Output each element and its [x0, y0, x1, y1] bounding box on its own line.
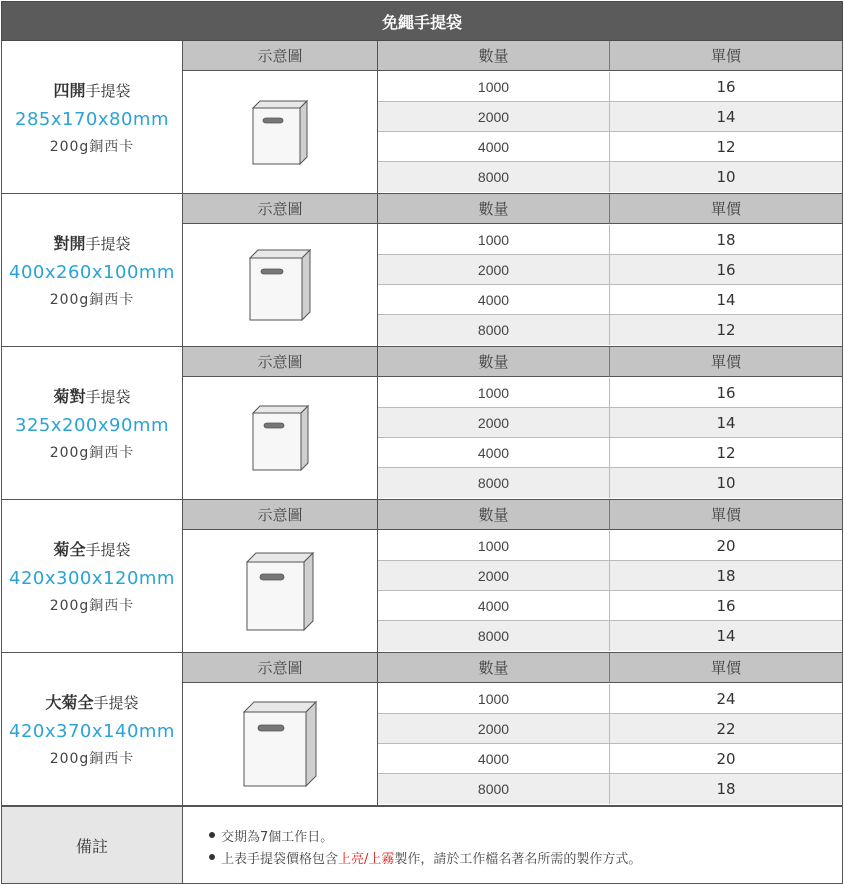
quantity-cell: 2000 [378, 408, 610, 437]
paper-bag-icon [247, 247, 313, 323]
table-row [378, 684, 842, 714]
product-block [1, 41, 843, 194]
note-text: 製作，請於工作檔名著名所需的製作方式。 [394, 851, 642, 867]
price-cell: 10 [716, 474, 736, 492]
note-text: 交期為7個工作日。 [221, 829, 334, 845]
header-image: 示意圖 [183, 194, 378, 224]
header-image: 示意圖 [183, 347, 378, 377]
header-price: 單價 [610, 500, 842, 530]
table-row [378, 225, 842, 255]
header-price: 單價 [610, 653, 842, 683]
table-row [378, 468, 842, 498]
product-name: 菊對手提袋 [53, 387, 131, 406]
paper-type: 200g銅西卡 [49, 292, 135, 308]
product-size: 285x170x80mm [15, 109, 169, 130]
table-row [378, 255, 842, 285]
quantity-cell: 1000 [378, 531, 610, 560]
quantity-cell: 8000 [378, 468, 610, 498]
quantity-cell: 1000 [378, 72, 610, 101]
table-row [378, 162, 842, 192]
header-quantity: 數量 [378, 500, 610, 530]
header-quantity: 數量 [378, 41, 610, 71]
quantity-cell: 2000 [378, 102, 610, 131]
notes-section [1, 806, 843, 884]
product-info [2, 653, 183, 805]
quantity-cell: 1000 [378, 378, 610, 407]
product-block [1, 194, 843, 347]
header-quantity: 數量 [378, 347, 610, 377]
product-size: 400x260x100mm [9, 262, 175, 283]
price-cell: 16 [716, 260, 736, 279]
quantity-cell: 8000 [378, 621, 610, 651]
price-cell: 10 [716, 168, 736, 186]
note-item [209, 824, 842, 846]
price-cell: 18 [716, 566, 736, 585]
paper-type: 200g銅西卡 [49, 445, 135, 461]
table-row [378, 285, 842, 315]
product-info [2, 500, 183, 652]
header-image: 示意圖 [183, 500, 378, 530]
price-cell: 14 [716, 627, 736, 645]
table-row [378, 591, 842, 621]
paper-type: 200g銅西卡 [49, 751, 135, 767]
quantity-cell: 4000 [378, 132, 610, 161]
bullet-icon [209, 832, 215, 838]
price-cell: 20 [716, 749, 736, 768]
price-cell: 18 [716, 230, 736, 249]
product-info [2, 347, 183, 499]
price-cell: 12 [716, 443, 736, 462]
product-size: 420x300x120mm [9, 568, 175, 589]
bag-illustration [183, 377, 378, 499]
product-name: 四開手提袋 [53, 81, 131, 100]
bag-illustration [183, 224, 378, 346]
quantity-cell: 2000 [378, 255, 610, 284]
paper-bag-icon [250, 98, 310, 167]
table-row [378, 774, 842, 804]
notes-label: 備註 [2, 807, 183, 883]
price-cell: 14 [716, 290, 736, 309]
table-row [378, 561, 842, 591]
bag-illustration [183, 530, 378, 652]
quantity-cell: 8000 [378, 315, 610, 345]
paper-bag-icon [241, 699, 319, 789]
bag-illustration [183, 683, 378, 805]
table-row [378, 132, 842, 162]
table-title: 免繩手提袋 [1, 1, 843, 41]
price-cell: 24 [716, 689, 736, 708]
product-info [2, 41, 183, 193]
price-cell: 16 [716, 383, 736, 402]
notes-body [183, 807, 842, 883]
table-row [378, 531, 842, 561]
price-cell: 12 [716, 321, 736, 339]
paper-bag-icon [244, 550, 316, 633]
price-cell: 16 [716, 77, 736, 96]
quantity-cell: 4000 [378, 285, 610, 314]
product-size: 420x370x140mm [9, 721, 175, 742]
price-cell: 22 [716, 719, 736, 738]
header-quantity: 數量 [378, 653, 610, 683]
table-row [378, 438, 842, 468]
header-price: 單價 [610, 194, 842, 224]
product-block [1, 347, 843, 500]
quantity-cell: 4000 [378, 744, 610, 773]
quantity-cell: 2000 [378, 561, 610, 590]
price-cell: 16 [716, 596, 736, 615]
note-highlight: 上亮/上霧 [338, 851, 395, 867]
table-row [378, 102, 842, 132]
product-info [2, 194, 183, 346]
table-row [378, 714, 842, 744]
table-row [378, 315, 842, 345]
product-name: 菊全手提袋 [53, 540, 131, 559]
bullet-icon [209, 854, 215, 860]
price-cell: 18 [716, 780, 736, 798]
table-row [378, 408, 842, 438]
product-block [1, 653, 843, 806]
quantity-cell: 4000 [378, 591, 610, 620]
table-row [378, 744, 842, 774]
header-price: 單價 [610, 347, 842, 377]
price-cell: 20 [716, 536, 736, 555]
price-cell: 12 [716, 137, 736, 156]
price-cell: 14 [716, 413, 736, 432]
header-image: 示意圖 [183, 653, 378, 683]
table-row [378, 621, 842, 651]
quantity-cell: 2000 [378, 714, 610, 743]
quantity-cell: 8000 [378, 774, 610, 804]
paper-type: 200g銅西卡 [49, 598, 135, 614]
product-name: 大菊全手提袋 [45, 693, 139, 712]
table-row [378, 378, 842, 408]
paper-type: 200g銅西卡 [49, 139, 135, 155]
paper-bag-icon [250, 403, 311, 473]
header-image: 示意圖 [183, 41, 378, 71]
header-price: 單價 [610, 41, 842, 71]
quantity-cell: 8000 [378, 162, 610, 192]
quantity-cell: 1000 [378, 684, 610, 713]
product-size: 325x200x90mm [15, 415, 169, 436]
note-text: 上表手提袋價格包含 [221, 851, 339, 867]
quantity-cell: 4000 [378, 438, 610, 467]
table-row [378, 72, 842, 102]
price-cell: 14 [716, 107, 736, 126]
quantity-cell: 1000 [378, 225, 610, 254]
product-name: 對開手提袋 [53, 234, 131, 253]
note-item [209, 846, 842, 868]
bag-illustration [183, 71, 378, 193]
product-block [1, 500, 843, 653]
header-quantity: 數量 [378, 194, 610, 224]
